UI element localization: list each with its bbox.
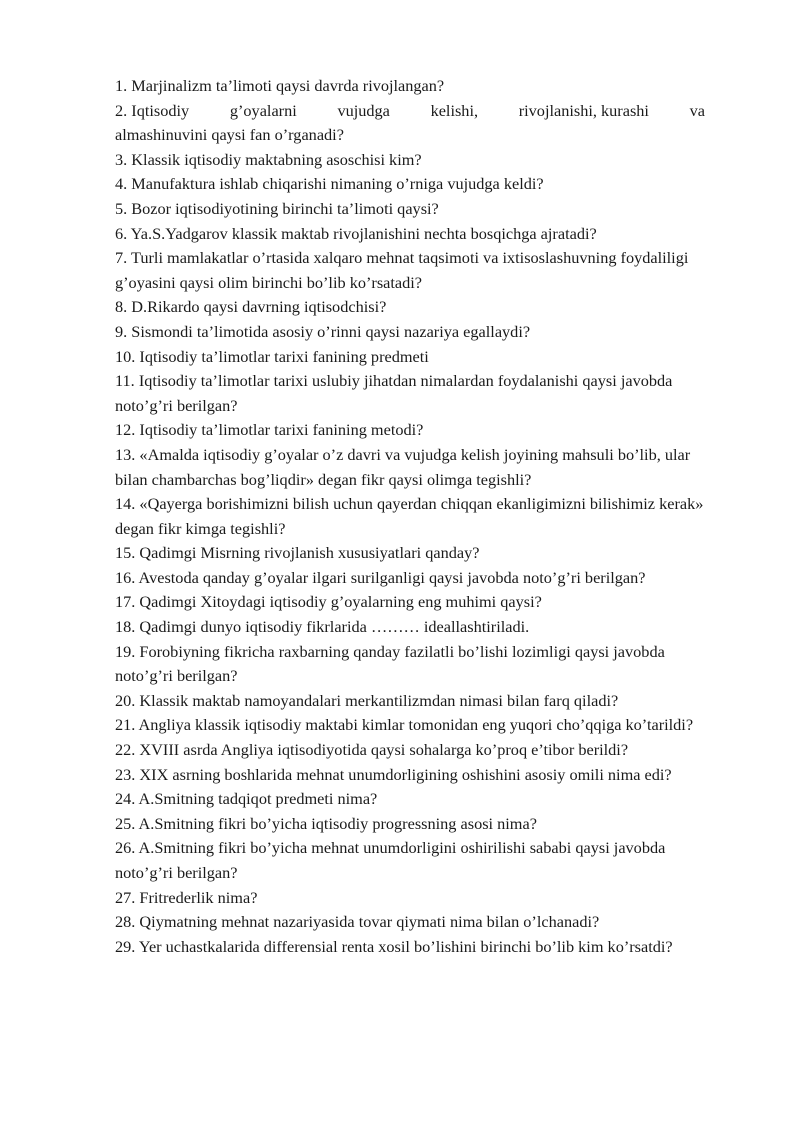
question-25: 25. A.Smitning fikri bo’yicha iqtisodiy progressning asosi nima? [115, 813, 537, 833]
question-15: 15. Qadimgi Misrning rivojlanish xususiyatlari qanday? [115, 543, 480, 563]
question-13: 13. «Amalda iqtisodiy g’oyalar o’z davri va vujudga kelish joyining mahsuli bo’lib, ular bilan chambarchas bog’liqdir» degan fikr qaysi olimga tegishli? [115, 444, 691, 489]
question-24: 24. A.Smitning tadqiqot predmeti nima? [115, 789, 378, 809]
question-19: 19. Forobiyning fikricha raxbarning qanday fazilatli bo’lishi lozimligi qaysi javobda noto’g’ri berilgan? [115, 641, 665, 686]
question-2-word: vujudga [337, 100, 390, 120]
question-28: 28. Qiymatning mehnat nazariyasida tovar qiymati nima bilan o’lchanadi? [115, 912, 600, 932]
question-7: 7. Turli mamlakatlar o’rtasida xalqaro mehnat taqsimoti va ixtisoslashuvning foydaliligi g’oyasini qaysi olim birinchi bo’lib ko’rsatadi? [115, 248, 689, 292]
question-20: 20. Klassik maktab namoyandalari merkantilizmdan nimasi bilan farq qiladi? [115, 690, 619, 710]
question-2-word: rivojlanishi, kurashi [518, 100, 649, 120]
question-8: 8. D.Rikardo qaysi davrning iqtisodchisi? [115, 297, 387, 317]
question-29: 29. Yer uchastkalarida differensial renta xosil bo’lishini birinchi bo’lib kim ko’rsatdi? [115, 936, 673, 956]
question-3: 3. Klassik iqtisodiy maktabning asoschisi kim? [115, 149, 422, 169]
question-list [115, 74, 743, 959]
question-1: 1. Marjinalizm ta’limoti qaysi davrda rivojlangan? [115, 76, 445, 95]
question-27: 27. Fritrederlik nima? [115, 887, 258, 907]
question-18: 18. Qadimgi dunyo iqtisodiy fikrlarida ……… ideallashtiriladi. [115, 617, 530, 637]
question-5: 5. Bozor iqtisodiyotining birinchi ta’limoti qaysi? [115, 198, 439, 218]
question-22: 22. XVIII asrda Angliya iqtisodiyotida qaysi sohalarga ko’proq e’tibor berildi? [115, 740, 629, 760]
question-23: 23. XIX asrning boshlarida mehnat unumdorligining oshishini asosiy omili nima edi? [115, 764, 672, 784]
question-2-word: va [689, 100, 705, 120]
question-12: 12. Iqtisodiy ta’limotlar tarixi fanining metodi? [115, 420, 424, 440]
question-26: 26. A.Smitning fikri bo’yicha mehnat unumdorligini oshirilishi sababi qaysi javobda noto’g’ri berilgan? [115, 838, 666, 882]
question-2 [115, 99, 743, 148]
question-11: 11. Iqtisodiy ta’limotlar tarixi uslubiy jihatdan nimalardan foydalanishi qaysi javobda noto’g’ri berilgan? [115, 371, 673, 415]
question-14: 14. «Qayerga borishimizni bilish uchun qayerdan chiqqan ekanligimizni bilishimiz kerak» degan fikr kimga tegishli? [115, 494, 704, 538]
question-21: 21. Angliya klassik iqtisodiy maktabi kimlar tomonidan eng yuqori cho’qqiga ko’tarildi? [115, 715, 694, 735]
question-16: 16. Avestoda qanday g’oyalar ilgari surilganligi qaysi javobda noto’g’ri berilgan? [115, 567, 646, 587]
question-9: 9. Sismondi ta’limotida asosiy o’rinni qaysi nazariya egallaydi? [115, 321, 531, 341]
question-4: 4. Manufaktura ishlab chiqarishi nimaning o’rniga vujudga keldi? [115, 174, 544, 194]
question-2-line2: almashinuvini qaysi fan o’rganadi? [115, 125, 344, 145]
question-2-word: g’oyalarni [229, 100, 297, 120]
question-10: 10. Iqtisodiy ta’limotlar tarixi fanining predmeti [115, 346, 429, 366]
question-2-word: kelishi, [430, 100, 479, 120]
question-2-word: 2. Iqtisodiy [115, 100, 190, 120]
question-17: 17. Qadimgi Xitoydagi iqtisodiy g’oyalarning eng muhimi qaysi? [115, 592, 542, 612]
question-6: 6. Ya.S.Yadgarov klassik maktab rivojlanishini nechta bosqichga ajratadi? [115, 223, 597, 243]
